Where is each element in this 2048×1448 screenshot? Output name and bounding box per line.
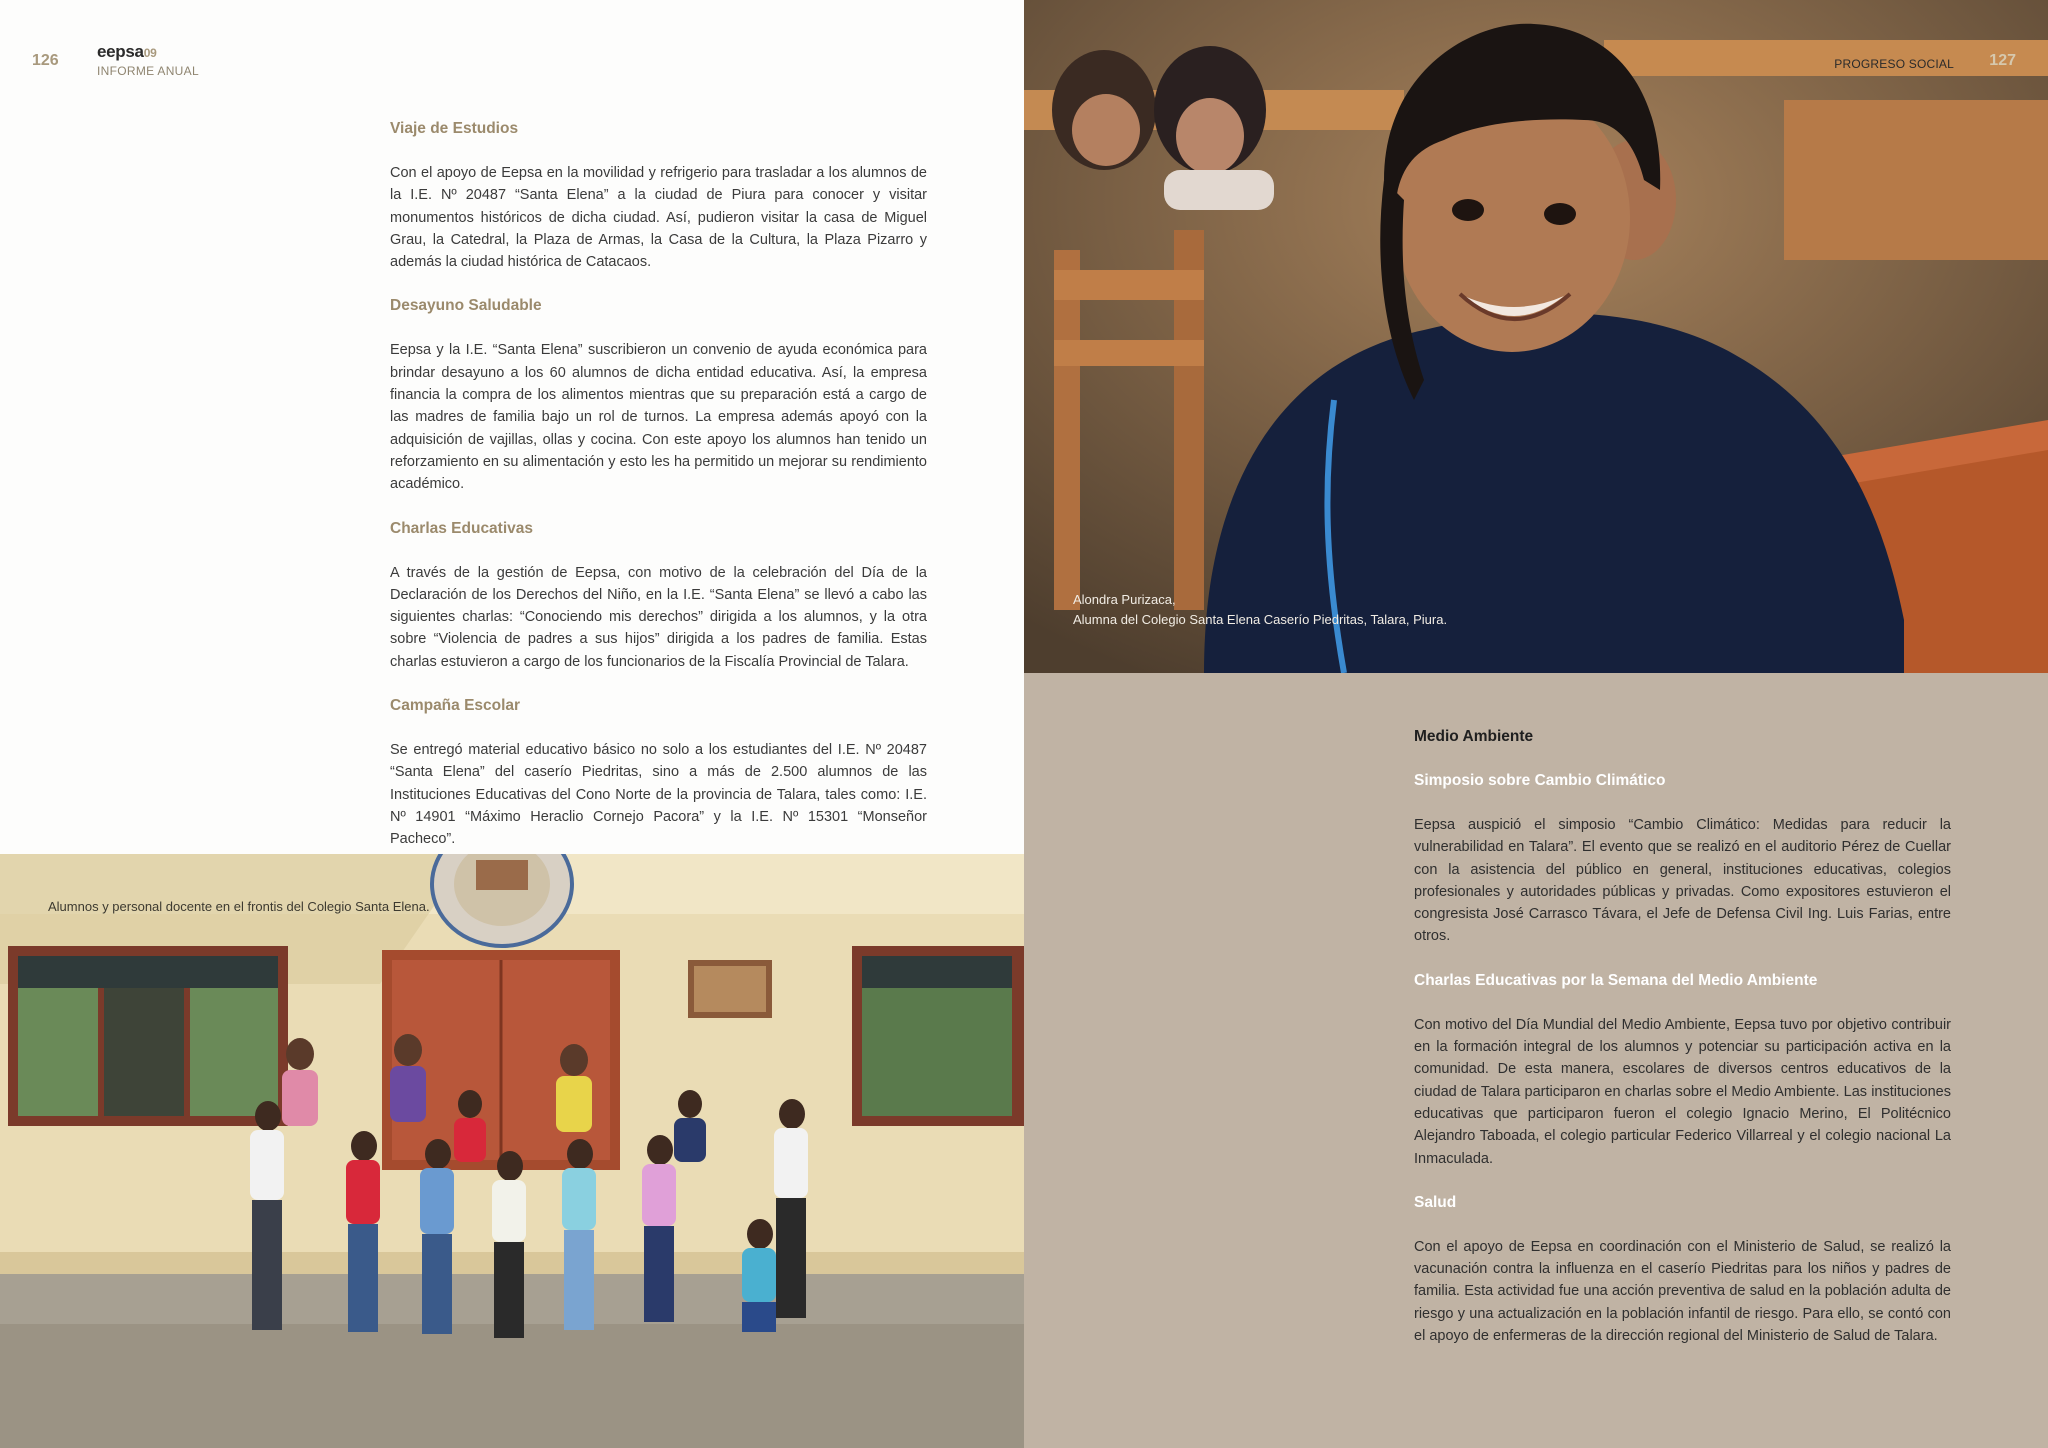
- section-paragraph: Eepsa auspició el simposio “Cambio Climático: Medidas para reducir la vulnerabilidad en Talara”. El evento que se realizó en el auditorio Pérez de Cuellar con la asistencia del público en general, instituciones educativas, colegios profesionales y autoridades públicas y privadas. Como expositores estuvieron el congresista José Carrasco Távara, el Jefe de Defensa Civil Ing. Luis Farias, entre otros.: [1414, 817, 1951, 945]
- article-heading: Medio Ambiente: [1414, 728, 1534, 745]
- brand-logo: [97, 42, 199, 78]
- girl-caption-name: Alondra Purizaca,: [1073, 592, 1176, 607]
- section-title: Campaña Escolar: [390, 697, 521, 715]
- left-page-number: 126: [32, 52, 59, 69]
- girl-portrait-photo: [1024, 0, 2048, 673]
- school-photo-illustration: [0, 854, 1024, 1448]
- right-page-number: 127: [1989, 52, 2016, 69]
- section-paragraph: Con el apoyo de Eepsa en la movilidad y refrigerio para trasladar a los alumnos de la I.E. Nº 20487 “Santa Elena” a la ciudad de Piura para conocer y visitar monumentos históricos de dicha ciudad. Así, pudieron visitar la casa de Miguel Grau, la Catedral, la Plaza de Armas, la Casa de la Cultura, la Plaza Pizarro y además la ciudad histórica de Catacaos.: [390, 165, 927, 271]
- girl-photo-illustration: [1024, 0, 2048, 673]
- section-title: Charlas Educativas: [390, 519, 534, 537]
- section-title: Desayuno Saludable: [390, 297, 542, 315]
- section-paragraph: Se entregó material educativo básico no solo a los estudiantes del I.E. Nº 20487 “Santa Elena” del caserío Piedritas, sino a más de 2.500 alumnos de las Instituciones Educativas del Cono Norte de la provincia de Talara, tales como: I.E. Nº 14901 “Máximo Heraclio Cornejo Pacora” y la I.E. Nº 15301 “Monseñor Pacheco”.: [390, 742, 927, 848]
- left-article: [390, 118, 927, 873]
- brand-name: eepsa09: [97, 42, 157, 61]
- section-paragraph: Con el apoyo de Eepsa en coordinación con el Ministerio de Salud, se realizó la vacunación contra la influenza en el caserío Piedritas para los niños y padres de familia. Esta actividad fue una acción preventiva de salud en la población adulta de riesgo y una actualización en la población infantil de riesgo. Para ello, se contó con el apoyo de enfermeras de la dirección regional del Ministerio de Salud de Talara.: [1414, 1238, 1951, 1345]
- section-paragraph: A través de la gestión de Eepsa, con motivo de la celebración del Día de la Declaración de los Derechos del Niño, en la I.E. “Santa Elena” se llevó a cabo las siguientes charlas: “Conociendo mis derechos” dirigida a los alumnos, y la otra sobre “Violencia de padres a sus hijos” dirigida a los padres de familia. Estas charlas estuvieron a cargo de los funcionarios de la Fiscalía Provincial de Talara.: [390, 564, 927, 670]
- right-page: [1024, 0, 2048, 1448]
- section-paragraph: Eepsa y la I.E. “Santa Elena” suscribieron un convenio de ayuda económica para brindar desayuno a los 60 alumnos de dicha entidad educativa. Así, la empresa financia la compra de los alimentos mientras que su preparación está a cargo de las madres de familia bajo un rol de turnos. La empresa además apoyó con la adquisición de vajillas, ollas y cocina. Con este apoyo los alumnos han tenido un reforzamiento en su alimentación y esto les ha permitido un mejorar su rendimiento académico.: [390, 342, 927, 493]
- section-label: PROGRESO SOCIAL: [1834, 57, 1954, 71]
- right-article: [1414, 726, 1951, 1369]
- girl-photo-caption: [1073, 590, 1447, 630]
- section-title: Simposio sobre Cambio Climático: [1414, 772, 1666, 789]
- section-title: Viaje de Estudios: [390, 120, 519, 137]
- school-photo-caption: Alumnos y personal docente en el frontis del Colegio Santa Elena.: [48, 899, 430, 914]
- section-paragraph: Con motivo del Día Mundial del Medio Ambiente, Eepsa tuvo por objetivo contribuir en la formación integral de los alumnos y potenciar su participación activa en la comunidad. De esta manera, escolares de diversos centros educativos de la ciudad de Talara participaron en charlas sobre el Medio Ambiente. Las instituciones educativas que participaron fueron el colegio Ignacio Merino, El Politécnico Alejandro Taboada, el colegio particular Federico Villarreal y el colegio nacional La Inmaculada.: [1414, 1016, 1951, 1167]
- section-title: Salud: [1414, 1193, 1457, 1211]
- school-group-photo: [0, 854, 1024, 1448]
- brand-subtitle: INFORME ANUAL: [97, 64, 199, 78]
- section-title: Charlas Educativas por la Semana del Medio Ambiente: [1414, 971, 1818, 989]
- girl-caption-detail: Alumna del Colegio Santa Elena Caserío Piedritas, Talara, Piura.: [1073, 612, 1448, 627]
